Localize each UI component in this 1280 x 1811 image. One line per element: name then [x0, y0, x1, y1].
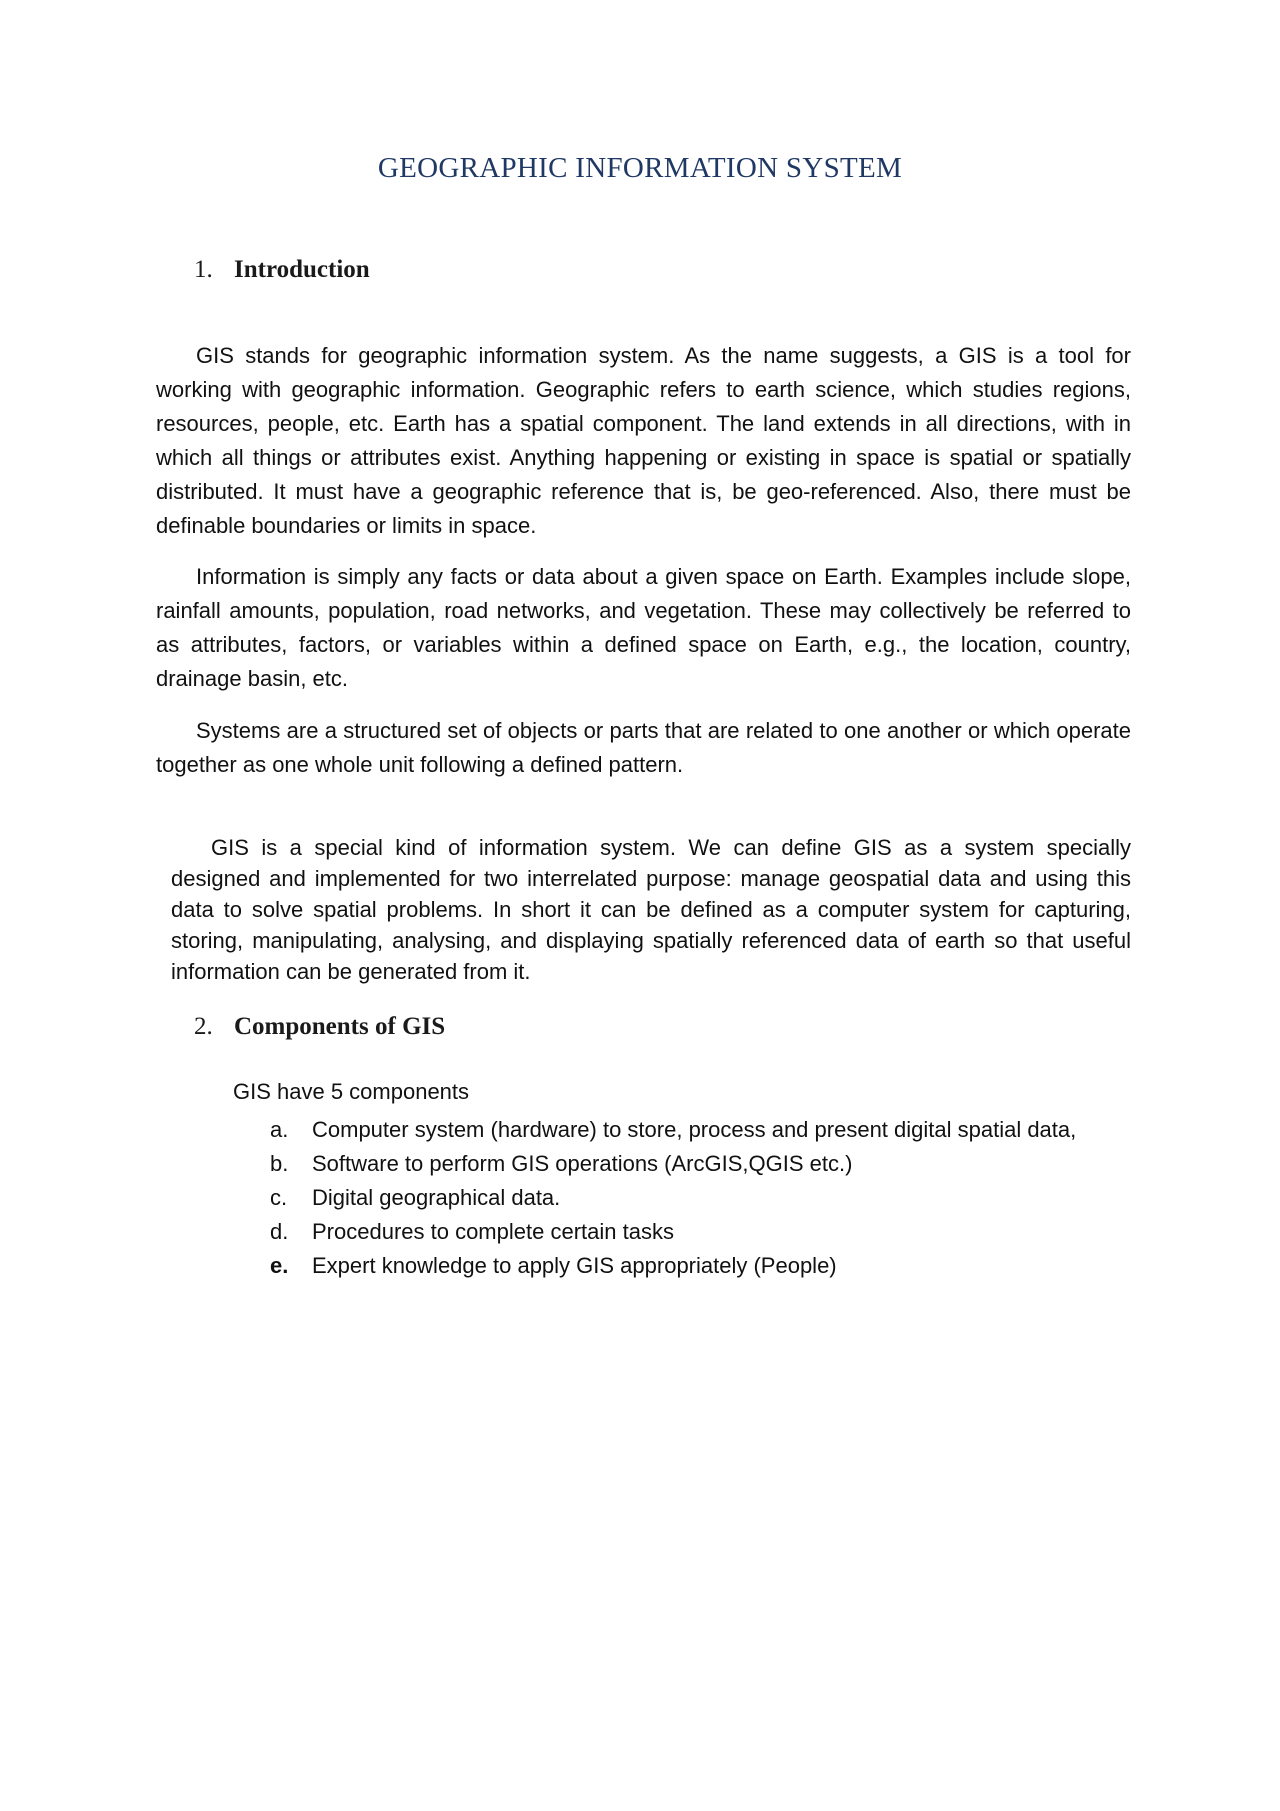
- section-heading-introduction: [194, 256, 370, 284]
- paragraph-systems: Systems are a structured set of objects or parts that are related to one another or which operate together as one whole unit following a defined pattern.: [156, 718, 1131, 777]
- components-intro: GIS have 5 components: [233, 1079, 470, 1104]
- section-title: Introduction: [234, 256, 370, 283]
- list-item: [270, 1113, 1090, 1147]
- paragraph-gis-special: GIS is a special kind of information system. We can define GIS as a system specially designed and implemented for two interrelated purpose: manage geospatial data and using this data to solve spatial problems. In short it can be defined as a computer system for capturing, storing, manipulating, analysing, and displaying spatially referenced data of earth so that useful information can be generated from it.: [171, 835, 1131, 984]
- list-item: [270, 1249, 1090, 1283]
- list-item-text: Digital geographical data.: [312, 1185, 561, 1210]
- paragraph-information: Information is simply any facts or data about a given space on Earth. Examples include slope, rainfall amounts, population, road networks, and vegetation. These may collectively be referred to as attributes, factors, or variables within a defined space on Earth, e.g., the location, country, drainage basin, etc.: [156, 564, 1131, 691]
- list-item: [270, 1215, 1090, 1249]
- list-item-text: Computer system (hardware) to store, process and present digital spatial data,: [312, 1117, 1077, 1142]
- section-number: 2.: [194, 1013, 213, 1040]
- section-number: 1.: [194, 256, 213, 283]
- list-marker: b.: [270, 1151, 289, 1176]
- components-list: [270, 1113, 1090, 1283]
- paragraph-gis-definition: GIS stands for geographic information system. As the name suggests, a GIS is a tool for working with geographic information. Geographic refers to earth science, which studies regions, resources, people, etc. Earth has a spatial component. The land extends in all directions, with in which all things or attributes exist. Anything happening or existing in space is spatial or spatially distributed. It must have a geographic reference that is, be geo-referenced. Also, there must be definable boundaries or limits in space.: [156, 343, 1131, 538]
- list-item-text: Software to perform GIS operations (ArcGIS,QGIS etc.): [312, 1151, 853, 1176]
- section-title: Components of GIS: [234, 1013, 446, 1040]
- list-item-text: Expert knowledge to apply GIS appropriately (People): [312, 1253, 837, 1278]
- section-heading-components: [194, 1013, 445, 1041]
- list-item: [270, 1181, 1090, 1215]
- list-marker: a.: [270, 1117, 289, 1142]
- list-item: [270, 1147, 1090, 1181]
- list-marker: e.: [270, 1253, 289, 1278]
- document-title: GEOGRAPHIC INFORMATION SYSTEM: [377, 152, 903, 184]
- list-marker: c.: [270, 1185, 288, 1210]
- list-item-text: Procedures to complete certain tasks: [312, 1219, 674, 1244]
- list-marker: d.: [270, 1219, 289, 1244]
